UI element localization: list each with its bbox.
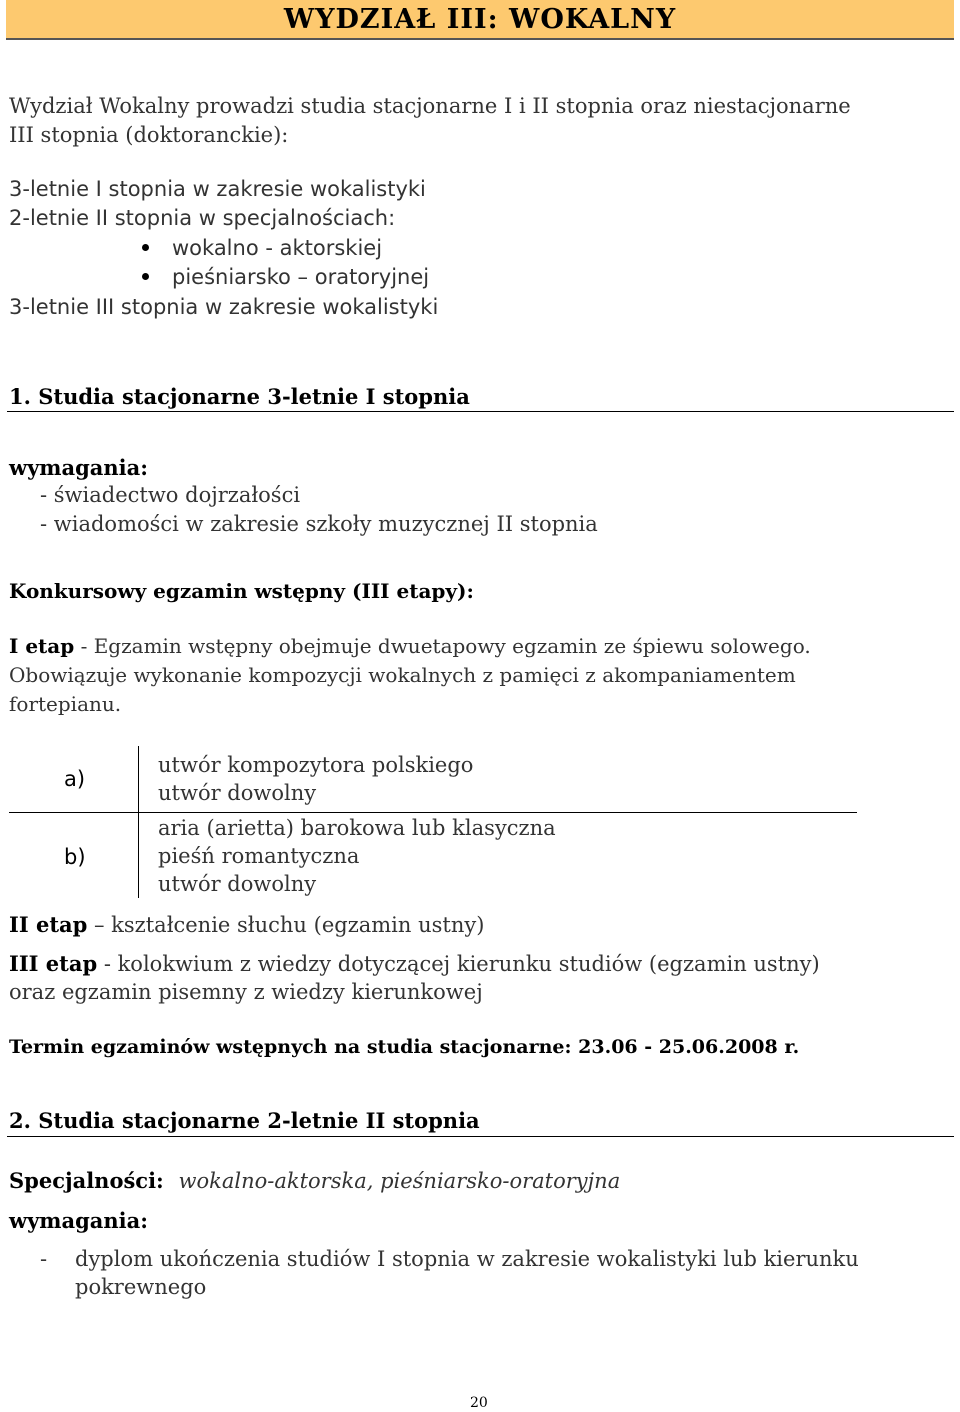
section-2-requirements-label: wymagania: (9, 1208, 149, 1233)
exam-heading: Konkursowy egzamin wstępny (III etapy): (9, 579, 474, 603)
table-b-item-2: pieśń romantyczna (158, 844, 360, 868)
program-2-spec-2: pieśniarsko – oratoryjnej (172, 265, 430, 289)
specializations (9, 1166, 620, 1196)
table-divider-horizontal (9, 812, 857, 813)
table-label-a: a) (64, 767, 86, 791)
section-2-requirement-line-1: dyplom ukończenia studiów I stopnia w zakresie wokalistyki lub kierunku (75, 1247, 859, 1271)
program-2: 2-letnie II stopnia w specjalnościach: (9, 206, 396, 230)
etap-2-label: II etap (9, 912, 88, 937)
bullet-icon (142, 244, 149, 251)
etap-1-line-3: fortepianu. (9, 692, 122, 716)
intro-line-2: III stopnia (doktoranckie): (9, 123, 289, 147)
program-2-spec-1: wokalno - aktorskiej (172, 236, 383, 260)
table-divider-vertical (138, 746, 139, 898)
etap-3-label: III etap (9, 951, 98, 976)
section-2-heading: 2. Studia stacjonarne 2-letnie II stopnia (9, 1108, 480, 1133)
etap-3-text: - kolokwium z wiedzy dotyczącej kierunku studiów (egzamin ustny) (97, 952, 820, 976)
section-1-requirement-1: - świadectwo dojrzałości (40, 483, 301, 507)
section-2-requirement-line-2: pokrewnego (75, 1275, 207, 1299)
title-banner (6, 0, 954, 40)
etap-2 (9, 910, 484, 940)
section-1-requirement-2: - wiadomości w zakresie szkoły muzycznej II stopnia (40, 512, 598, 536)
section-2-rule (7, 1136, 954, 1137)
specializations-value: wokalno-aktorska, pieśniarsko-oratoryjna (178, 1169, 621, 1193)
table-label-b: b) (64, 845, 86, 869)
etap-3-line-2: oraz egzamin pisemny z wiedzy kierunkowej (9, 980, 483, 1004)
table-b-item-3: utwór dowolny (158, 872, 317, 896)
table-b-item-1: aria (arietta) barokowa lub klasyczna (158, 816, 556, 840)
page-title: WYDZIAŁ III: WOKALNY (283, 4, 677, 35)
exam-dates: Termin egzaminów wstępnych na studia stacjonarne: 23.06 - 25.06.2008 r. (9, 1036, 800, 1058)
section-2-requirement-dash: - (40, 1247, 48, 1271)
etap-1-line-1 (9, 632, 811, 661)
etap-1-line-2: Obowiązuje wykonanie kompozycji wokalnych z pamięci z akompaniamentem (9, 663, 796, 687)
etap-1-text: - Egzamin wstępny obejmuje dwuetapowy egzamin ze śpiewu solowego. (74, 634, 811, 658)
section-1-requirements-label: wymagania: (9, 455, 149, 480)
bullet-icon (142, 273, 149, 280)
section-1-heading: 1. Studia stacjonarne 3-letnie I stopnia (9, 384, 470, 409)
table-a-item-1: utwór kompozytora polskiego (158, 753, 474, 777)
etap-1-label: I etap (9, 634, 75, 658)
table-a-item-2: utwór dowolny (158, 781, 317, 805)
etap-3 (9, 949, 820, 979)
section-1-rule (7, 411, 954, 412)
page-number: 20 (470, 1395, 488, 1411)
etap-2-text: – kształcenie słuchu (egzamin ustny) (87, 913, 485, 937)
program-1: 3-letnie I stopnia w zakresie wokalistyki (9, 177, 426, 201)
intro-line-1: Wydział Wokalny prowadzi studia stacjonarne I i II stopnia oraz niestacjonarne (9, 94, 851, 118)
program-3: 3-letnie III stopnia w zakresie wokalistyki (9, 295, 439, 319)
specializations-label: Specjalności: (9, 1168, 164, 1193)
